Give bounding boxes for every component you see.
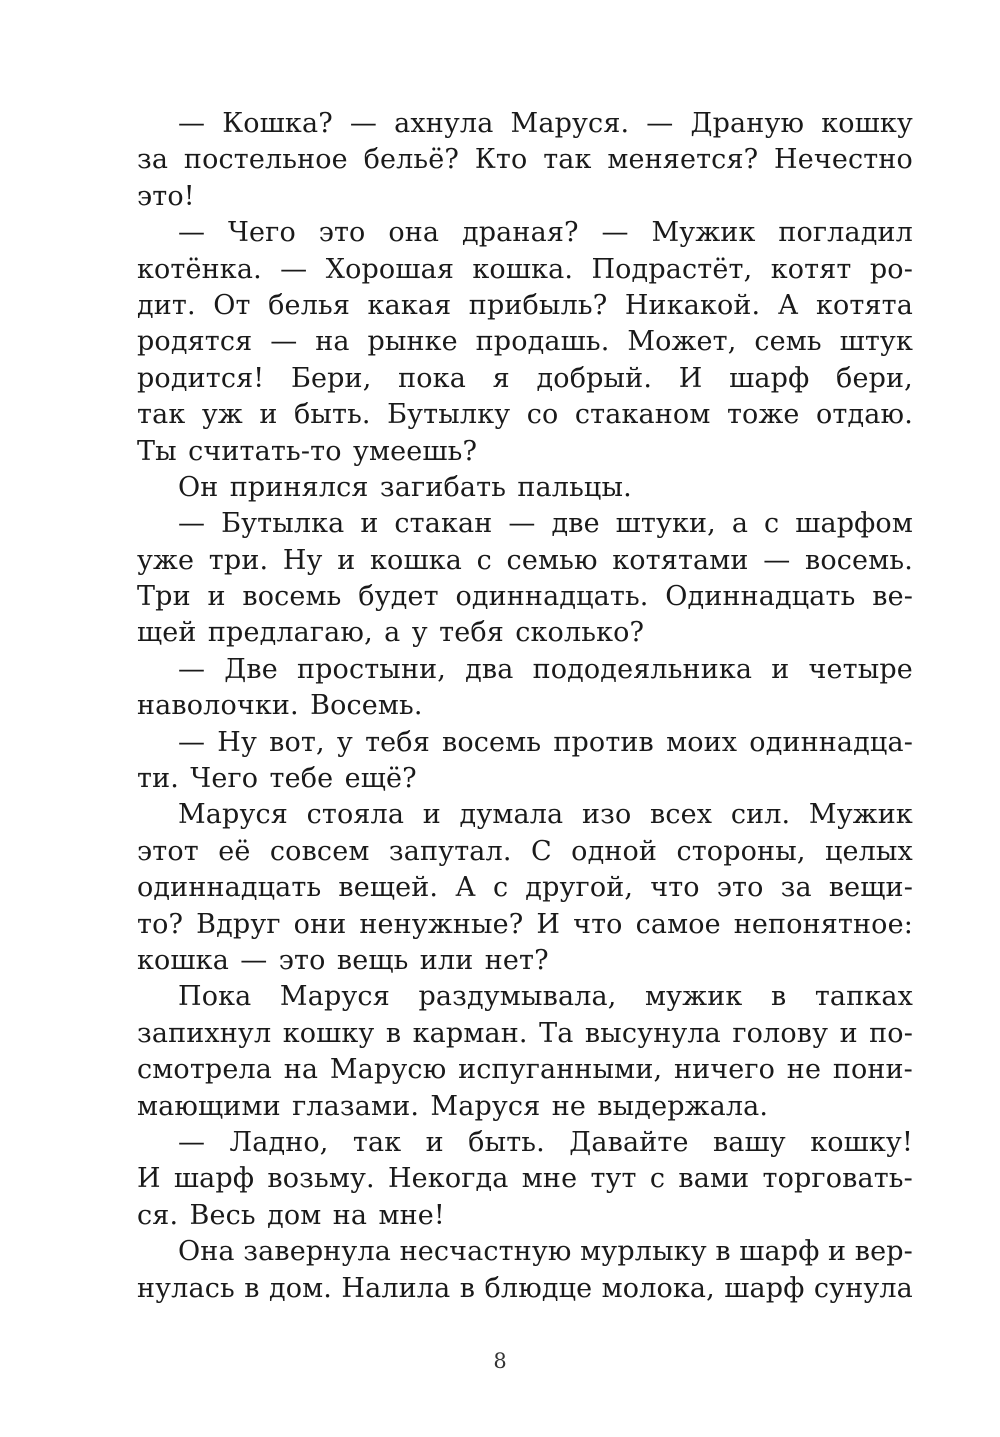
word: тебя — [439, 617, 504, 649]
word: кошку — [821, 108, 913, 139]
word: И — [678, 362, 703, 394]
text-line — [137, 1234, 913, 1270]
word: Та — [539, 1017, 574, 1049]
word: смотрела — [137, 1054, 273, 1086]
word: Вдруг — [196, 908, 281, 940]
word: стояла — [306, 799, 405, 831]
word: дит. — [137, 289, 196, 321]
word: нулась — [137, 1272, 235, 1304]
word: Марусю — [329, 1054, 447, 1086]
word: раздумывала, — [418, 981, 617, 1013]
text-line — [137, 725, 913, 761]
word: я — [492, 362, 510, 394]
word: тебя — [365, 726, 430, 758]
word: загибать — [379, 471, 507, 503]
word: стакан — [394, 508, 493, 540]
word: отдаю. — [816, 399, 913, 431]
word: штук — [839, 326, 913, 358]
word: её — [218, 835, 251, 867]
word: предлагаю, — [207, 617, 373, 649]
word: Чего — [190, 763, 259, 795]
word: в — [770, 981, 787, 1013]
word: и — [207, 581, 226, 613]
text-line — [137, 797, 913, 833]
word: — — [270, 326, 298, 358]
word: — — [178, 726, 206, 758]
word: ве- — [872, 581, 913, 613]
word: вами — [678, 1163, 750, 1195]
word: и — [425, 1126, 444, 1158]
word: то? — [137, 908, 184, 940]
word: так — [137, 399, 186, 431]
word: совсем — [269, 835, 370, 867]
word: Кто — [474, 144, 528, 176]
word: восемь — [442, 726, 542, 758]
word: вашу — [712, 1126, 786, 1158]
word: с — [764, 508, 780, 540]
word: мне! — [378, 1199, 445, 1231]
text-line — [137, 397, 913, 433]
word: выдержала. — [597, 1090, 769, 1122]
word: продашь. — [475, 326, 610, 358]
word: быть. — [468, 1126, 545, 1158]
word: мающими — [137, 1090, 281, 1122]
word: вер- — [854, 1236, 913, 1268]
word: — — [178, 217, 206, 249]
word: целых — [824, 835, 913, 867]
word: на — [332, 1199, 368, 1231]
word: нет? — [484, 944, 549, 976]
word: Бутылка — [221, 508, 345, 540]
word: Кошка? — [222, 108, 333, 139]
word: какая — [367, 289, 452, 321]
word: Одиннадцать — [665, 581, 856, 613]
word: мужик — [645, 981, 743, 1013]
word: думала — [459, 799, 564, 831]
word: одиннадца- — [749, 726, 913, 758]
word: быть. — [293, 399, 371, 431]
text-line — [137, 1052, 913, 1088]
word: котят — [770, 253, 852, 285]
page-number: 8 — [493, 1349, 507, 1373]
word: наволочки. — [137, 690, 299, 722]
word: глазами. — [292, 1090, 420, 1122]
text-line — [137, 324, 913, 360]
word: стаканом — [574, 399, 711, 431]
word: у — [411, 617, 428, 649]
word: это — [278, 944, 326, 976]
text-line — [137, 579, 913, 615]
text-line — [137, 615, 913, 651]
text-line — [137, 434, 913, 470]
word: Две — [224, 653, 278, 685]
word: с — [476, 544, 492, 576]
word: погладил — [778, 217, 913, 249]
word: — — [178, 653, 206, 685]
word: это — [716, 872, 764, 904]
word: — — [178, 108, 206, 139]
word: за — [137, 144, 169, 176]
word: И — [137, 1163, 161, 1195]
word: щей — [137, 617, 197, 649]
word: что — [573, 908, 623, 940]
word: так — [543, 144, 592, 176]
text-line — [137, 506, 913, 542]
word: карман. — [412, 1017, 528, 1049]
word: шарф — [729, 362, 810, 394]
word: бельё? — [363, 144, 460, 176]
text-line — [137, 870, 913, 906]
word: сунула — [813, 1272, 913, 1304]
word: белья — [268, 289, 351, 321]
word: ро- — [869, 253, 913, 285]
word: шарф — [173, 1163, 255, 1195]
word: умеешь? — [352, 435, 478, 467]
word: в — [459, 1272, 476, 1304]
word: прибыль? — [468, 289, 608, 321]
word: Ну — [282, 544, 323, 576]
word: сил. — [730, 799, 791, 831]
text-line — [137, 543, 913, 579]
word: за — [780, 872, 812, 904]
word: Бутылку — [387, 399, 511, 431]
word: одиннадцать — [137, 872, 322, 904]
word: вещи- — [828, 872, 913, 904]
word: Маруся — [178, 799, 288, 831]
word: Восемь. — [310, 690, 423, 722]
word: восемь — [242, 581, 342, 613]
text-line — [137, 470, 913, 506]
word: стороны, — [676, 835, 806, 867]
word: Ты — [137, 435, 177, 467]
word: на — [283, 1054, 319, 1086]
word: не — [551, 1090, 586, 1122]
word: — — [178, 508, 206, 540]
text-line — [137, 179, 913, 215]
word: всех — [650, 799, 713, 831]
word: непонятное: — [733, 908, 913, 940]
word: у — [336, 726, 353, 758]
word: — — [280, 253, 308, 285]
word: завернула — [243, 1236, 392, 1268]
word: Некогда — [387, 1163, 509, 1195]
text-line — [137, 1125, 913, 1161]
text-line — [137, 834, 913, 870]
word: шарф — [724, 1272, 805, 1304]
text-line — [137, 688, 913, 724]
text-line — [137, 142, 913, 178]
word: ти. — [137, 763, 179, 795]
word: она — [388, 217, 440, 249]
word: С — [530, 835, 552, 867]
word: дом. — [268, 1272, 333, 1304]
word: Подрастёт, — [591, 253, 753, 285]
word: А — [455, 872, 476, 904]
word: в — [715, 1236, 731, 1268]
word: Мужик — [808, 799, 913, 831]
text-line — [137, 1089, 913, 1125]
word: кошка — [137, 944, 229, 976]
word: и — [422, 799, 441, 831]
word: ся. — [137, 1199, 179, 1231]
word: Он — [178, 471, 219, 503]
word: Налила — [341, 1272, 451, 1304]
word: и — [771, 653, 790, 685]
word: семь — [754, 326, 822, 358]
text-line — [137, 361, 913, 397]
word: в — [244, 1272, 260, 1304]
text-line — [137, 979, 913, 1015]
word: — — [763, 544, 791, 576]
word: добрый. — [536, 362, 653, 394]
word: считать-то — [188, 435, 342, 467]
word: ахнула — [394, 108, 494, 139]
word: простыни, — [296, 653, 446, 685]
word: тебе — [269, 763, 334, 795]
word: Давайте — [569, 1126, 689, 1158]
word: дом — [267, 1199, 322, 1231]
word: уж — [201, 399, 243, 431]
text-line — [137, 106, 913, 142]
word: семью — [506, 544, 598, 576]
word: несчастную — [399, 1236, 572, 1268]
text-line — [137, 652, 913, 688]
word: запутал. — [388, 835, 512, 867]
word: и — [259, 399, 278, 431]
word: блюдце — [484, 1272, 593, 1304]
word: это! — [137, 180, 195, 212]
word: — — [646, 108, 674, 139]
word: пока — [398, 362, 466, 394]
word: два — [465, 653, 514, 685]
word: Пока — [178, 981, 252, 1013]
word: тапках — [814, 981, 913, 1013]
word: с — [649, 1163, 666, 1195]
word: и — [337, 544, 356, 576]
word: Хорошая — [325, 253, 455, 285]
word: Она — [178, 1236, 235, 1268]
text-line — [137, 907, 913, 943]
text-line — [137, 1161, 913, 1197]
word: Бери, — [291, 362, 372, 394]
word: самое — [635, 908, 721, 940]
word: родятся — [137, 326, 253, 358]
word: ещё? — [344, 763, 417, 795]
word: другой, — [525, 872, 634, 904]
word: с — [492, 872, 509, 904]
word: четыре — [808, 653, 913, 685]
word: кошка — [370, 544, 462, 576]
word: Ну — [217, 726, 258, 758]
word: кошку! — [810, 1126, 913, 1158]
word: и — [360, 508, 379, 540]
book-page-text — [137, 106, 913, 1307]
word: Маруся. — [510, 108, 630, 139]
word: Ладно, — [229, 1126, 329, 1158]
word: — — [349, 108, 378, 139]
word: так — [352, 1126, 402, 1158]
word: изо — [581, 799, 632, 831]
word: А — [777, 289, 799, 321]
word: три. — [208, 544, 269, 576]
word: мне — [521, 1163, 578, 1195]
word: пони- — [832, 1054, 913, 1086]
text-line — [137, 943, 913, 979]
word: Драную — [690, 108, 805, 139]
word: моих — [666, 726, 738, 758]
word: ненужные? — [359, 908, 524, 940]
word: запихнул — [137, 1017, 272, 1049]
word: а — [384, 617, 401, 649]
word: по- — [869, 1017, 913, 1049]
word: мурлыку — [580, 1236, 707, 1268]
word: тоже — [726, 399, 800, 431]
text-line — [137, 215, 913, 251]
word: Мужик — [651, 217, 756, 249]
word: рынке — [367, 326, 458, 358]
word: — — [508, 508, 536, 540]
word: и — [839, 1017, 858, 1049]
word: Маруся — [430, 1090, 541, 1122]
word: Весь — [189, 1199, 256, 1231]
word: котята — [815, 289, 913, 321]
word: котятами — [612, 544, 749, 576]
word: это — [318, 217, 366, 249]
word: вот, — [269, 726, 325, 758]
word: ничего — [673, 1054, 776, 1086]
word: молока, — [601, 1272, 715, 1304]
word: штуки, — [615, 508, 716, 540]
word: возьму. — [267, 1163, 375, 1195]
word: одиннадцать. — [455, 581, 649, 613]
word: испуганными, — [458, 1054, 663, 1086]
text-line — [137, 761, 913, 797]
word: От — [213, 289, 251, 321]
word: Чего — [228, 217, 296, 249]
word: — — [240, 944, 268, 976]
word: торговать- — [762, 1163, 913, 1195]
word: тут — [590, 1163, 637, 1195]
text-line — [137, 1198, 913, 1234]
word: что — [650, 872, 700, 904]
word: а — [731, 508, 749, 540]
word: голову — [732, 1017, 829, 1049]
word: в — [385, 1017, 402, 1049]
word: — — [601, 217, 629, 249]
word: пододеяльника — [532, 653, 753, 685]
word: родится! — [137, 362, 265, 394]
word: постельное — [183, 144, 348, 176]
text-line — [137, 1271, 913, 1307]
word: вещь — [336, 944, 409, 976]
word: шарфом — [795, 508, 913, 540]
word: или — [419, 944, 474, 976]
word: две — [551, 508, 600, 540]
word: одной — [571, 835, 658, 867]
word: — — [178, 1126, 206, 1158]
word: Три — [137, 581, 191, 613]
word: Никакой. — [624, 289, 761, 321]
word: принялся — [229, 471, 369, 503]
word: меняется? — [607, 144, 759, 176]
word: на — [315, 326, 350, 358]
word: и — [828, 1236, 847, 1268]
text-line — [137, 252, 913, 288]
text-line — [137, 288, 913, 324]
word: вещей. — [338, 872, 439, 904]
word: котёнка. — [137, 253, 262, 285]
word: сколько? — [515, 617, 645, 649]
word: Нечестно — [774, 144, 913, 176]
word: не — [786, 1054, 822, 1086]
word: кошка. — [472, 253, 574, 285]
word: они — [293, 908, 347, 940]
word: бери, — [836, 362, 913, 394]
word: кошку — [282, 1017, 375, 1049]
word: пальцы. — [517, 471, 632, 503]
word: высунула — [584, 1017, 721, 1049]
word: будет — [358, 581, 439, 613]
word: шарф — [739, 1236, 820, 1268]
word: против — [553, 726, 654, 758]
word: И — [536, 908, 561, 940]
word: этот — [137, 835, 199, 867]
text-line — [137, 1016, 913, 1052]
word: Может, — [627, 326, 737, 358]
word: Маруся — [279, 981, 390, 1013]
word: драная? — [461, 217, 579, 249]
word: уже — [137, 544, 195, 576]
word: со — [526, 399, 559, 431]
word: восемь. — [805, 544, 913, 576]
